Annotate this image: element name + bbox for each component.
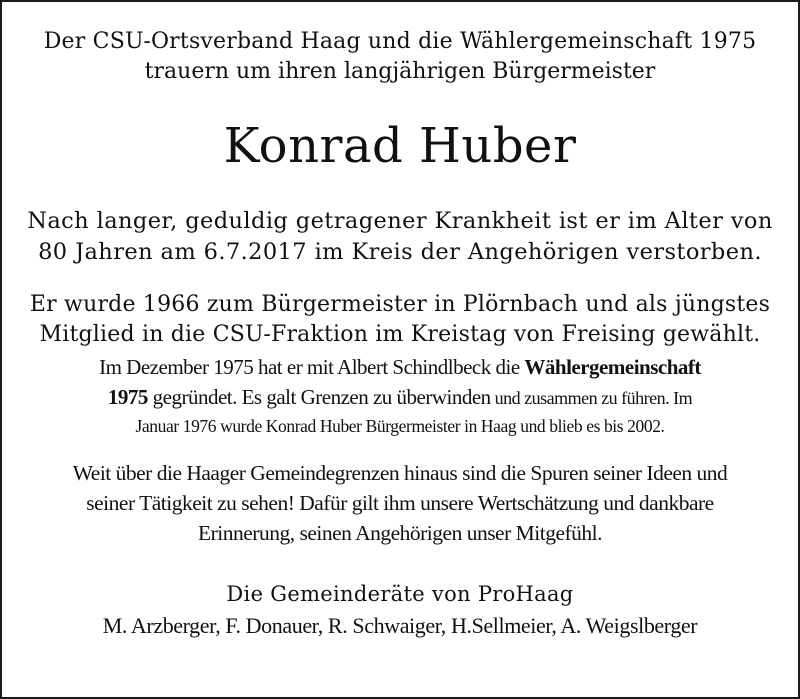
paragraph-1-line-2: 80 Jahren am 6.7.2017 im Kreis der Angehörigen verstorben.	[38, 239, 762, 265]
paragraph-3-line-2-small: und zusammen zu führen. Im	[490, 388, 693, 408]
paragraph-4-line-3: Erinnerung, seinen Angehörigen unser Mitgefühl.	[197, 521, 602, 545]
paragraph-3-line-1	[2, 355, 798, 380]
paragraph-2-line-1: Er wurde 1966 zum Bürgermeister in Plörnbach und als jüngstes	[29, 292, 771, 317]
paragraph-3-line-2-text: gegründet. Es galt Grenzen zu überwinden	[147, 385, 491, 409]
paragraph-3-line-2-bold: 1975	[107, 385, 148, 409]
paragraph-4-line-1: Weit über die Haager Gemeindegrenzen hinaus sind die Spuren seiner Ideen und	[72, 461, 728, 485]
signature-heading: Die Gemeinderäte von ProHaag	[226, 582, 574, 606]
paragraph-2-line-2: Mitglied in die CSU-Fraktion im Kreistag von Freising gewählt.	[39, 322, 761, 347]
paragraph-3-line-1-bold: Wählergemeinschaft	[524, 355, 701, 379]
paragraph-3-line-3: Januar 1976 wurde Konrad Huber Bürgermeister in Haag und blieb es bis 2002.	[135, 416, 665, 436]
header-line-1: Der CSU-Ortsverband Haag und die Wählergemeinschaft 1975	[43, 29, 757, 54]
signature-names: M. Arzberger, F. Donauer, R. Schwaiger, H.Sellmeier, A. Weigslberger	[102, 613, 698, 638]
header-line-2: trauern um ihren langjährigen Bürgermeister	[144, 59, 656, 84]
paragraph-3-line-1-text: Im Dezember 1975 hat er mit Albert Schindlbeck die	[99, 355, 525, 379]
paragraph-3-line-2	[2, 385, 798, 410]
deceased-name: Konrad Huber	[223, 118, 577, 174]
paragraph-1-line-1: Nach langer, geduldig getragener Krankheit ist er im Alter von	[27, 208, 773, 234]
paragraph-4-line-2: seiner Tätigkeit zu sehen! Dafür gilt ihm unsere Wertschätzung und dankbare	[86, 491, 714, 515]
